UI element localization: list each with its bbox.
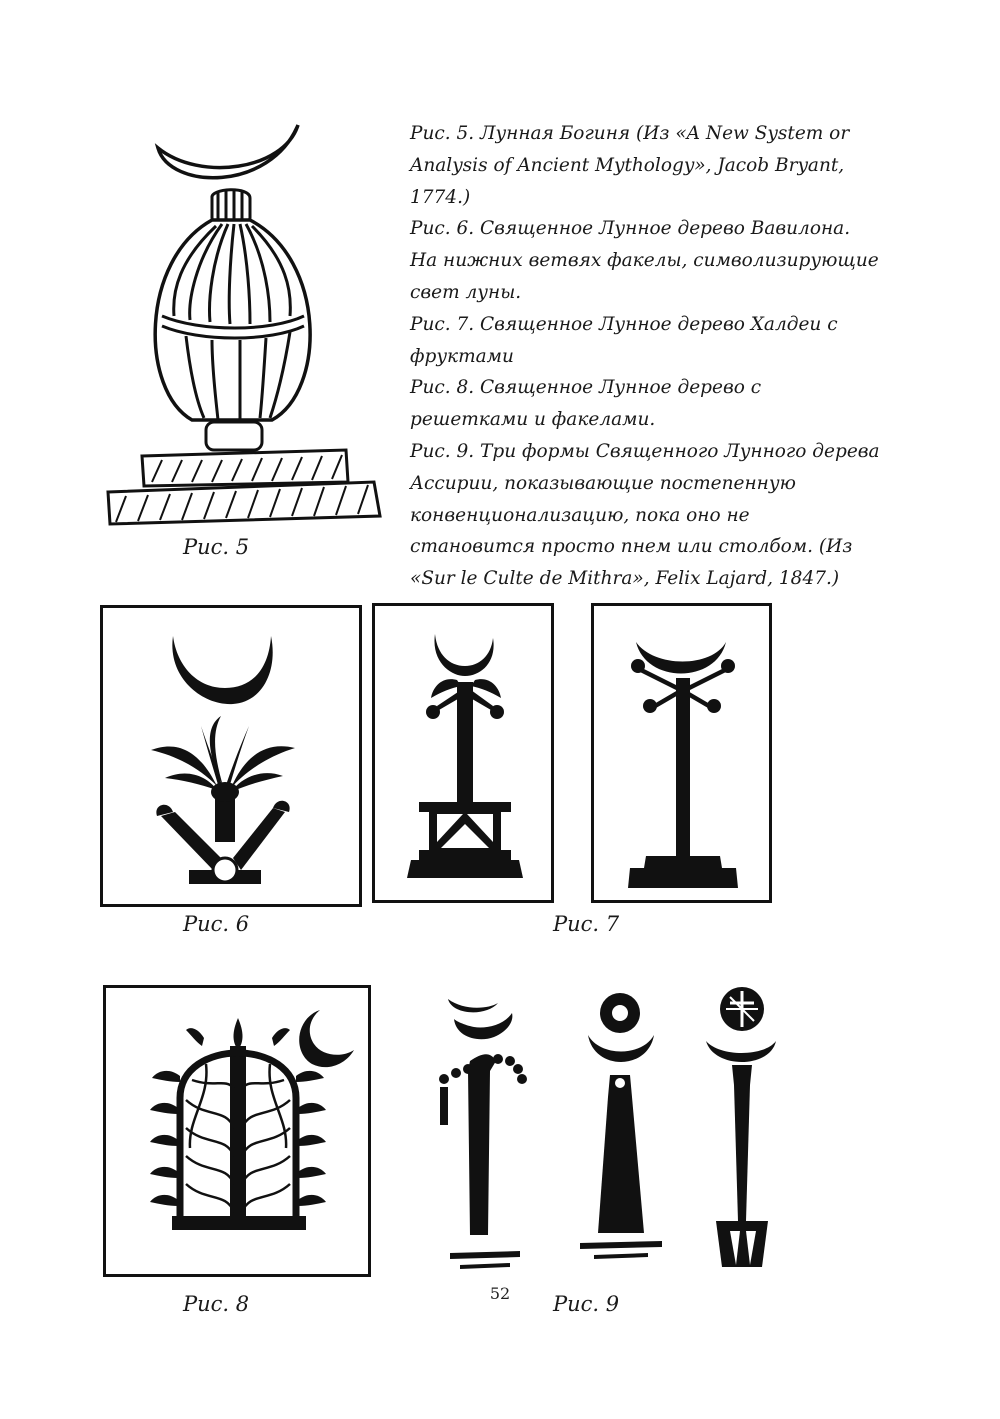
- figure-7b-frame: [591, 603, 772, 903]
- moon-goddess-illustration: [100, 120, 385, 530]
- caption-fig9: Рис. 9: [553, 1292, 620, 1316]
- chaldea-moon-tree-illustration: [375, 606, 551, 900]
- chaldea-moon-tree-variant-illustration: [594, 606, 769, 900]
- caption-fig6: Рис. 6: [183, 912, 250, 936]
- description-fig7: Рис. 7. Священное Лунное дерево Халдеи с фруктами: [410, 313, 838, 367]
- description-fig5: Рис. 5. Лунная Богиня (Из «A New System or Analysis of Ancient Mythology», Jacob Bryant, 1774.): [410, 123, 850, 208]
- description-fig8: Рис. 8. Священное Лунное дерево с решетками и факелами.: [410, 377, 762, 431]
- page-number: 52: [489, 1284, 511, 1303]
- description-fig6: Рис. 6. Священное Лунное дерево Вавилона. На нижних ветвях факелы, символизирующие свет луны.: [410, 218, 879, 303]
- description-fig9: Рис. 9. Три формы Священного Лунного дерева Ассирии, показывающие постепенную конвенционализацию, пока оно не становится просто пнем или столбом. (Из «Sur le Culte de Mithra», Felix Lajard, 1847.): [410, 440, 880, 590]
- figure-8-frame: [103, 985, 371, 1277]
- caption-fig8: Рис. 8: [183, 1292, 250, 1316]
- caption-fig7: Рис. 7: [553, 912, 620, 936]
- figure-description: [410, 118, 880, 595]
- figure-7a-frame: [372, 603, 554, 903]
- lattice-moon-tree-illustration: [106, 988, 368, 1274]
- figure-9-three-forms: [430, 985, 780, 1275]
- caption-fig5: Рис. 5: [183, 535, 250, 559]
- figure-5-moon-goddess: [100, 120, 385, 530]
- figure-6-frame: [100, 605, 362, 907]
- assyrian-moon-tree-forms-illustration: [430, 985, 780, 1275]
- babylon-moon-tree-illustration: [103, 608, 359, 904]
